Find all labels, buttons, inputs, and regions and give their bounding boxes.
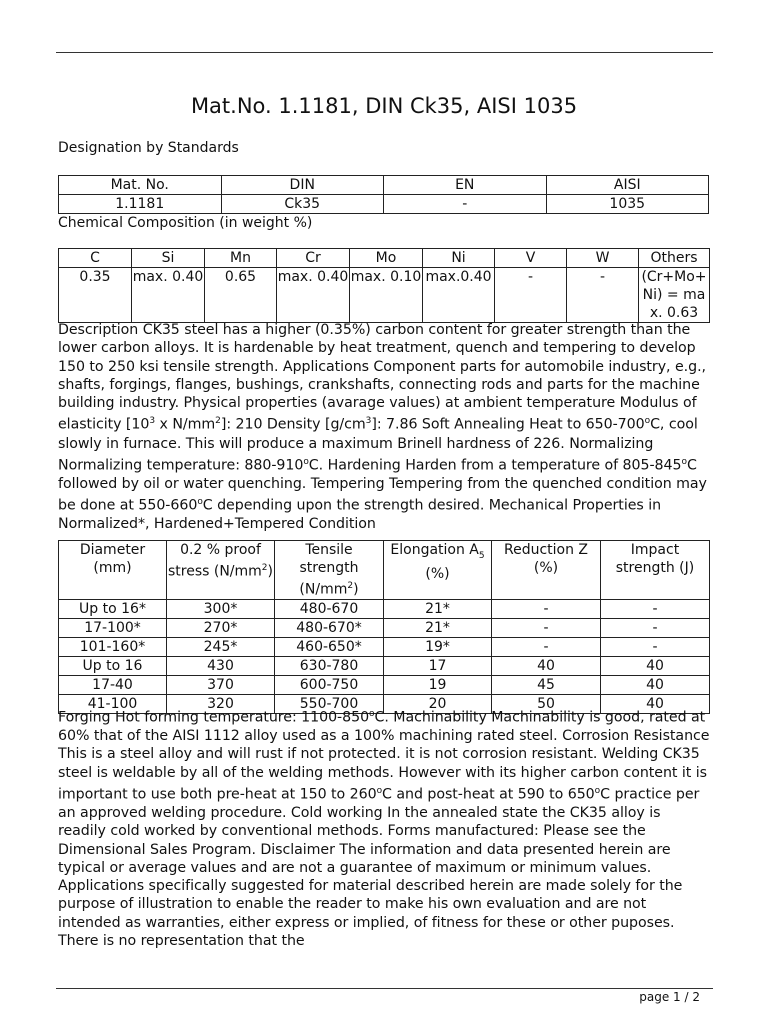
header-cell: Ni (423, 249, 495, 268)
table-cell: 480-670* (275, 618, 384, 637)
table-row (59, 637, 710, 656)
table-cell: 17 (384, 656, 492, 675)
table-cell: - (492, 599, 601, 618)
table-row (59, 656, 710, 675)
mechanical-table-wrap (58, 540, 710, 714)
header-cell: V (495, 249, 567, 268)
table-cell: max.0.40 (423, 268, 495, 323)
table-cell: 40 (601, 694, 710, 713)
designation-table (58, 175, 709, 214)
table-cell: 21* (384, 618, 492, 637)
table-cell: 41-100 (59, 694, 167, 713)
table-cell: max. 0.40 (277, 268, 350, 323)
table-cell: 245* (167, 637, 275, 656)
table-cell: 45 (492, 675, 601, 694)
header-cell: Mo (350, 249, 423, 268)
table-cell: 430 (167, 656, 275, 675)
bottom-rule (56, 988, 713, 989)
table-cell: 550-700 (275, 694, 384, 713)
header-cell: DIN (221, 176, 384, 195)
table-cell: 17-40 (59, 675, 167, 694)
designation-heading: Designation by Standards (58, 140, 239, 156)
composition-heading: Chemical Composition (in weight %) (58, 215, 313, 231)
designation-table-wrap (58, 175, 710, 232)
header-cell: AISI (546, 176, 709, 195)
table-cell: 21* (384, 599, 492, 618)
table-cell: 50 (492, 694, 601, 713)
table-cell: 40 (601, 675, 710, 694)
table-cell: 300* (167, 599, 275, 618)
table-cell: 20 (384, 694, 492, 713)
table-row (59, 618, 710, 637)
composition-table (58, 248, 710, 323)
table-cell: max. 0.40 (132, 268, 205, 323)
table-cell: 0.65 (205, 268, 277, 323)
table-cell: Up to 16* (59, 599, 167, 618)
table-header-row (59, 176, 709, 195)
header-cell: C (59, 249, 132, 268)
header-cell: Cr (277, 249, 350, 268)
table-cell: (Cr+Mo+Ni) = max. 0.63 (639, 268, 710, 323)
table-header-row (59, 249, 710, 268)
table-cell: - (495, 268, 567, 323)
designation-section (58, 139, 710, 157)
table-cell: 101-160* (59, 637, 167, 656)
table-cell: 320 (167, 694, 275, 713)
table-cell: - (567, 268, 639, 323)
header-cell: Si (132, 249, 205, 268)
header-cell-impact: Impact strength (J) (601, 541, 710, 600)
header-cell: Mn (205, 249, 277, 268)
header-cell: EN (384, 176, 547, 195)
table-row (59, 599, 710, 618)
table-cell: 19 (384, 675, 492, 694)
table-cell: 1035 (546, 195, 709, 214)
table-cell: 17-100* (59, 618, 167, 637)
table-cell: max. 0.10 (350, 268, 423, 323)
table-cell: 40 (492, 656, 601, 675)
header-cell-tensile: Tensile strength $(N/mm^2)$ (275, 541, 384, 600)
table-cell: Up to 16 (59, 656, 167, 675)
table-cell: 370 (167, 675, 275, 694)
table-header-row (59, 541, 710, 600)
header-cell-elongation: Elongation $A_5$ (%) (384, 541, 492, 600)
table-row (59, 268, 710, 323)
table-cell: 630-780 (275, 656, 384, 675)
top-rule (56, 52, 713, 53)
page-title: Mat.No. 1.1181, DIN Ck35, AISI 1035 (190, 94, 578, 118)
table-cell: - (601, 599, 710, 618)
table-row (59, 675, 710, 694)
table-cell: 0.35 (59, 268, 132, 323)
header-cell-proof-stress: 0.2 % proof stress $(N/mm^2)$ (167, 541, 275, 600)
page-number: page 1 / 2 (639, 990, 700, 1004)
table-cell: 270* (167, 618, 275, 637)
forging-paragraph: Forging Hot forming temperature: 1100-850$^o$C. Machinability Machinability is good, rated at 60% that of the AISI 1112 alloy used as a 100% machining rated steel. Corrosion Resistance This is a steel alloy and will rust if not protected. it is not corrosion resistant. Welding CK35 steel is weldable by all of the welding methods. However with its higher carbon content it is important to use both pre-heat at 150 to 260$^o$C and post-heat at 590 to 650$^o$C practice per an approved welding procedure. Cold working In the annealed state the CK35 alloy is readily cold worked by conventional methods. Forms manufactured: Please see the Dimensional Sales Program. Disclaimer The information and data presented herein are typical or average values and are not a guarantee of maximum or minimum values. Applications specifically suggested for material described herein are made solely for the purpose of illustration to enable the reader to make his own evaluation and are not intended as warranties, either express or implied, of fitness for these or other puposes. There is no representation that the (58, 709, 710, 950)
table-row (59, 195, 709, 214)
table-cell: 40 (601, 656, 710, 675)
description-paragraph: Description CK35 steel has a higher (0.35%) carbon content for greater strength than the lower carbon alloys. It is hardenable by heat treatment, quench and tempering to develop 150 to 250 ksi tensile strength. Applications Component parts for automobile industry, e.g., shafts, forgings, flanges, bushings, crankshafts, connecting rods and parts for the machine building industry. Physical properties (avarage values) at ambient temperature Modulus of elasticity [$10^3$ x $N/mm^2$]: 210 Density $[g/cm^3]$: 7.86 Soft Annealing Heat to 650-700$^o$C, cool slowly in furnace. This will produce a maximum Brinell hardness of 226. Normalizing Normalizing temperature: 880-910$^o$C. Hardening Harden from a temperature of 805-845$^o$C followed by oil or water quenching. Tempering Tempering from the quenched condition may be done at 550-660$^o$C depending upon the strength desired. Mechanical Properties in Normalized*, Hardened+Tempered Condition (58, 322, 707, 533)
table-cell: - (601, 637, 710, 656)
table-cell: 19* (384, 637, 492, 656)
table-cell: 600-750 (275, 675, 384, 694)
header-cell-diameter: Diameter (mm) (59, 541, 167, 600)
forging-section (58, 705, 710, 950)
table-cell: - (492, 637, 601, 656)
table-cell: 1.1181 (59, 195, 222, 214)
mechanical-table (58, 540, 710, 714)
table-cell: - (601, 618, 710, 637)
table-cell: Ck35 (221, 195, 384, 214)
table-cell: 480-670 (275, 599, 384, 618)
table-cell: - (492, 618, 601, 637)
composition-table-wrap (58, 248, 710, 323)
header-cell: Others (639, 249, 710, 268)
header-cell: Mat. No. (59, 176, 222, 195)
header-cell-reduction: Reduction Z (%) (492, 541, 601, 600)
header-cell: W (567, 249, 639, 268)
table-cell: 460-650* (275, 637, 384, 656)
table-cell: - (384, 195, 547, 214)
description-section (58, 321, 710, 533)
